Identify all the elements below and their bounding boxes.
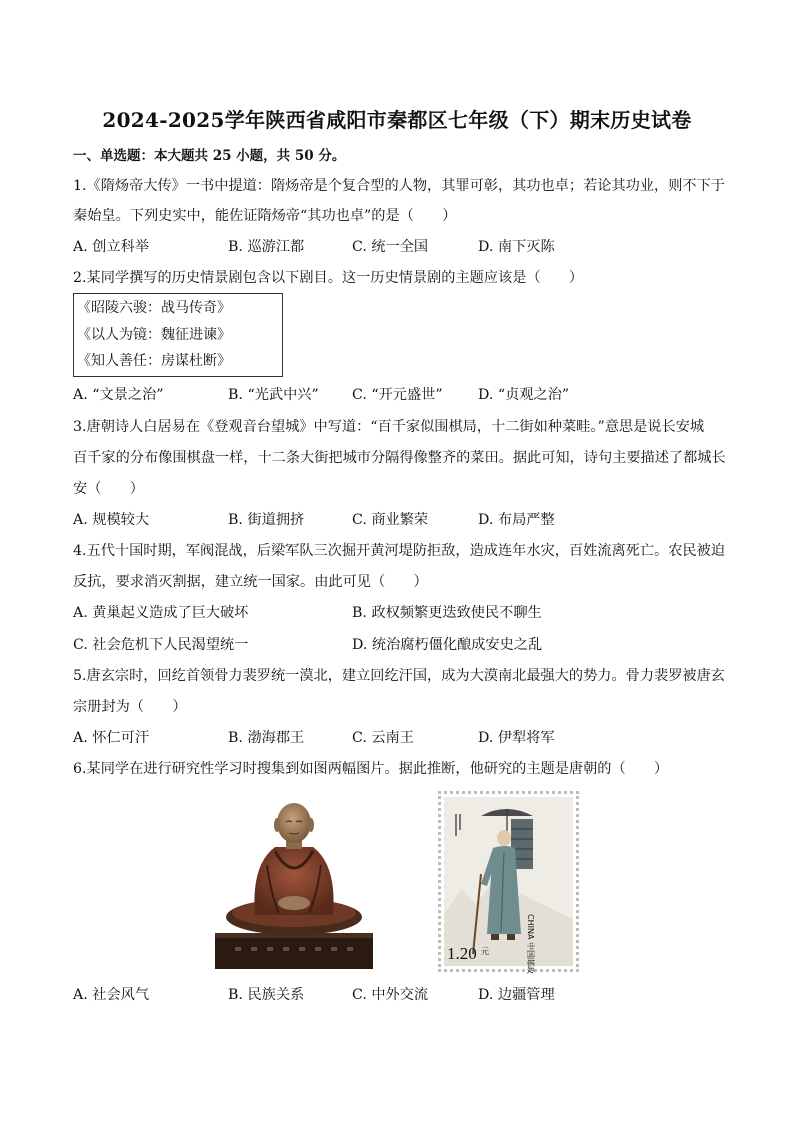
q6-option-d: D. 边疆管理 [478,987,555,1003]
q2-option-b: B. “光武中兴” [228,387,319,403]
q4-line-2: 反抗，要求消灭割据，建立统一国家。由此可见（ ） [73,574,428,590]
section-heading: 一、单选题：本大题共 25 小题，共 50 分。 [73,148,346,164]
q6-line-1: 6.某同学在进行研究性学习时搜集到如图两幅图片。据此推断，他研究的主题是唐朝的（ ） [73,761,669,777]
q2-drama-box [73,293,283,377]
monk-postage-stamp-image [438,791,579,972]
q3-line-2: 百千家的分布像围棋盘一样，十二条大街把城市分隔得像整齐的菜田。据此可知，诗句主要描述了都城长 [73,450,726,466]
q3-option-a: A. 规模较大 [73,512,150,528]
q5-option-d: D. 伊犁将军 [478,730,555,746]
q5-line-2: 宗册封为（ ） [73,699,187,715]
q4-option-b: B. 政权频繁更迭致使民不聊生 [352,605,542,621]
q1-option-a: A. 创立科举 [73,239,150,255]
q2-option-d: D. “贞观之治” [478,387,570,403]
q1-option-c: C. 统一全国 [352,239,429,255]
q4-option-a: A. 黄巢起义造成了巨大破坏 [73,605,249,621]
q3-option-c: C. 商业繁荣 [352,512,429,528]
q2-line-1: 2.某同学撰写的历史情景剧包含以下剧目。这一历史情景剧的主题应该是（ ） [73,270,584,286]
q5-option-c: C. 云南王 [352,730,414,746]
q6-option-a: A. 社会风气 [73,987,150,1003]
stamp-denomination: 1.20 [447,944,477,963]
q4-option-d: D. 统治腐朽僵化酿成安史之乱 [352,637,543,653]
q1-line-2: 秦始皇。下列史实中，能佐证隋炀帝“其功也卓”的是（ ） [73,208,457,224]
q1-option-b: B. 巡游江都 [228,239,305,255]
q2-box-item-2: 《以人为镜：魏征进谏》 [77,327,231,343]
exam-title: 2024-2025学年陕西省咸阳市秦都区七年级（下）期末历史试卷 [102,108,692,132]
q3-option-b: B. 街道拥挤 [228,512,305,528]
q4-option-c: C. 社会危机下人民渴望统一 [73,637,249,653]
q1-option-d: D. 南下灭陈 [478,239,555,255]
q6-option-c: C. 中外交流 [352,987,429,1003]
q2-box-item-1: 《昭陵六骏：战马传奇》 [77,300,231,316]
stamp-country: CHINA 中国邮政 [526,914,535,974]
q3-line-1: 3.唐朝诗人白居易在《登观音台望城》中写道：“百千家似围棋局，十二街如种菜畦。”意思是说长安城 [73,419,705,435]
q3-option-d: D. 布局严整 [478,512,555,528]
seated-monk-statue-image [215,795,375,970]
q5-option-b: B. 渤海郡王 [228,730,305,746]
q5-line-1: 5.唐玄宗时，回纥首领骨力裴罗统一漠北，建立回纥汗国，成为大漠南北最强大的势力。骨力裴罗被唐玄 [73,668,725,684]
q3-line-3: 安（ ） [73,481,144,497]
q4-line-1: 4.五代十国时期，军阀混战，后梁军队三次掘开黄河堤防拒敌，造成连年水灾，百姓流离死亡。农民被迫 [73,543,725,559]
q2-box-item-3: 《知人善任：房谋杜断》 [77,353,231,369]
q2-option-a: A. “文景之治” [73,387,164,403]
q1-line-1: 1.《隋炀帝大传》一书中提道：隋炀帝是个复合型的人物，其罪可彰，其功也卓；若论其功业，则不下于 [73,178,725,194]
stamp-unit: 元 [481,947,489,956]
q6-option-b: B. 民族关系 [228,987,305,1003]
q5-option-a: A. 怀仁可汗 [73,730,150,746]
q2-option-c: C. “开元盛世” [352,387,443,403]
